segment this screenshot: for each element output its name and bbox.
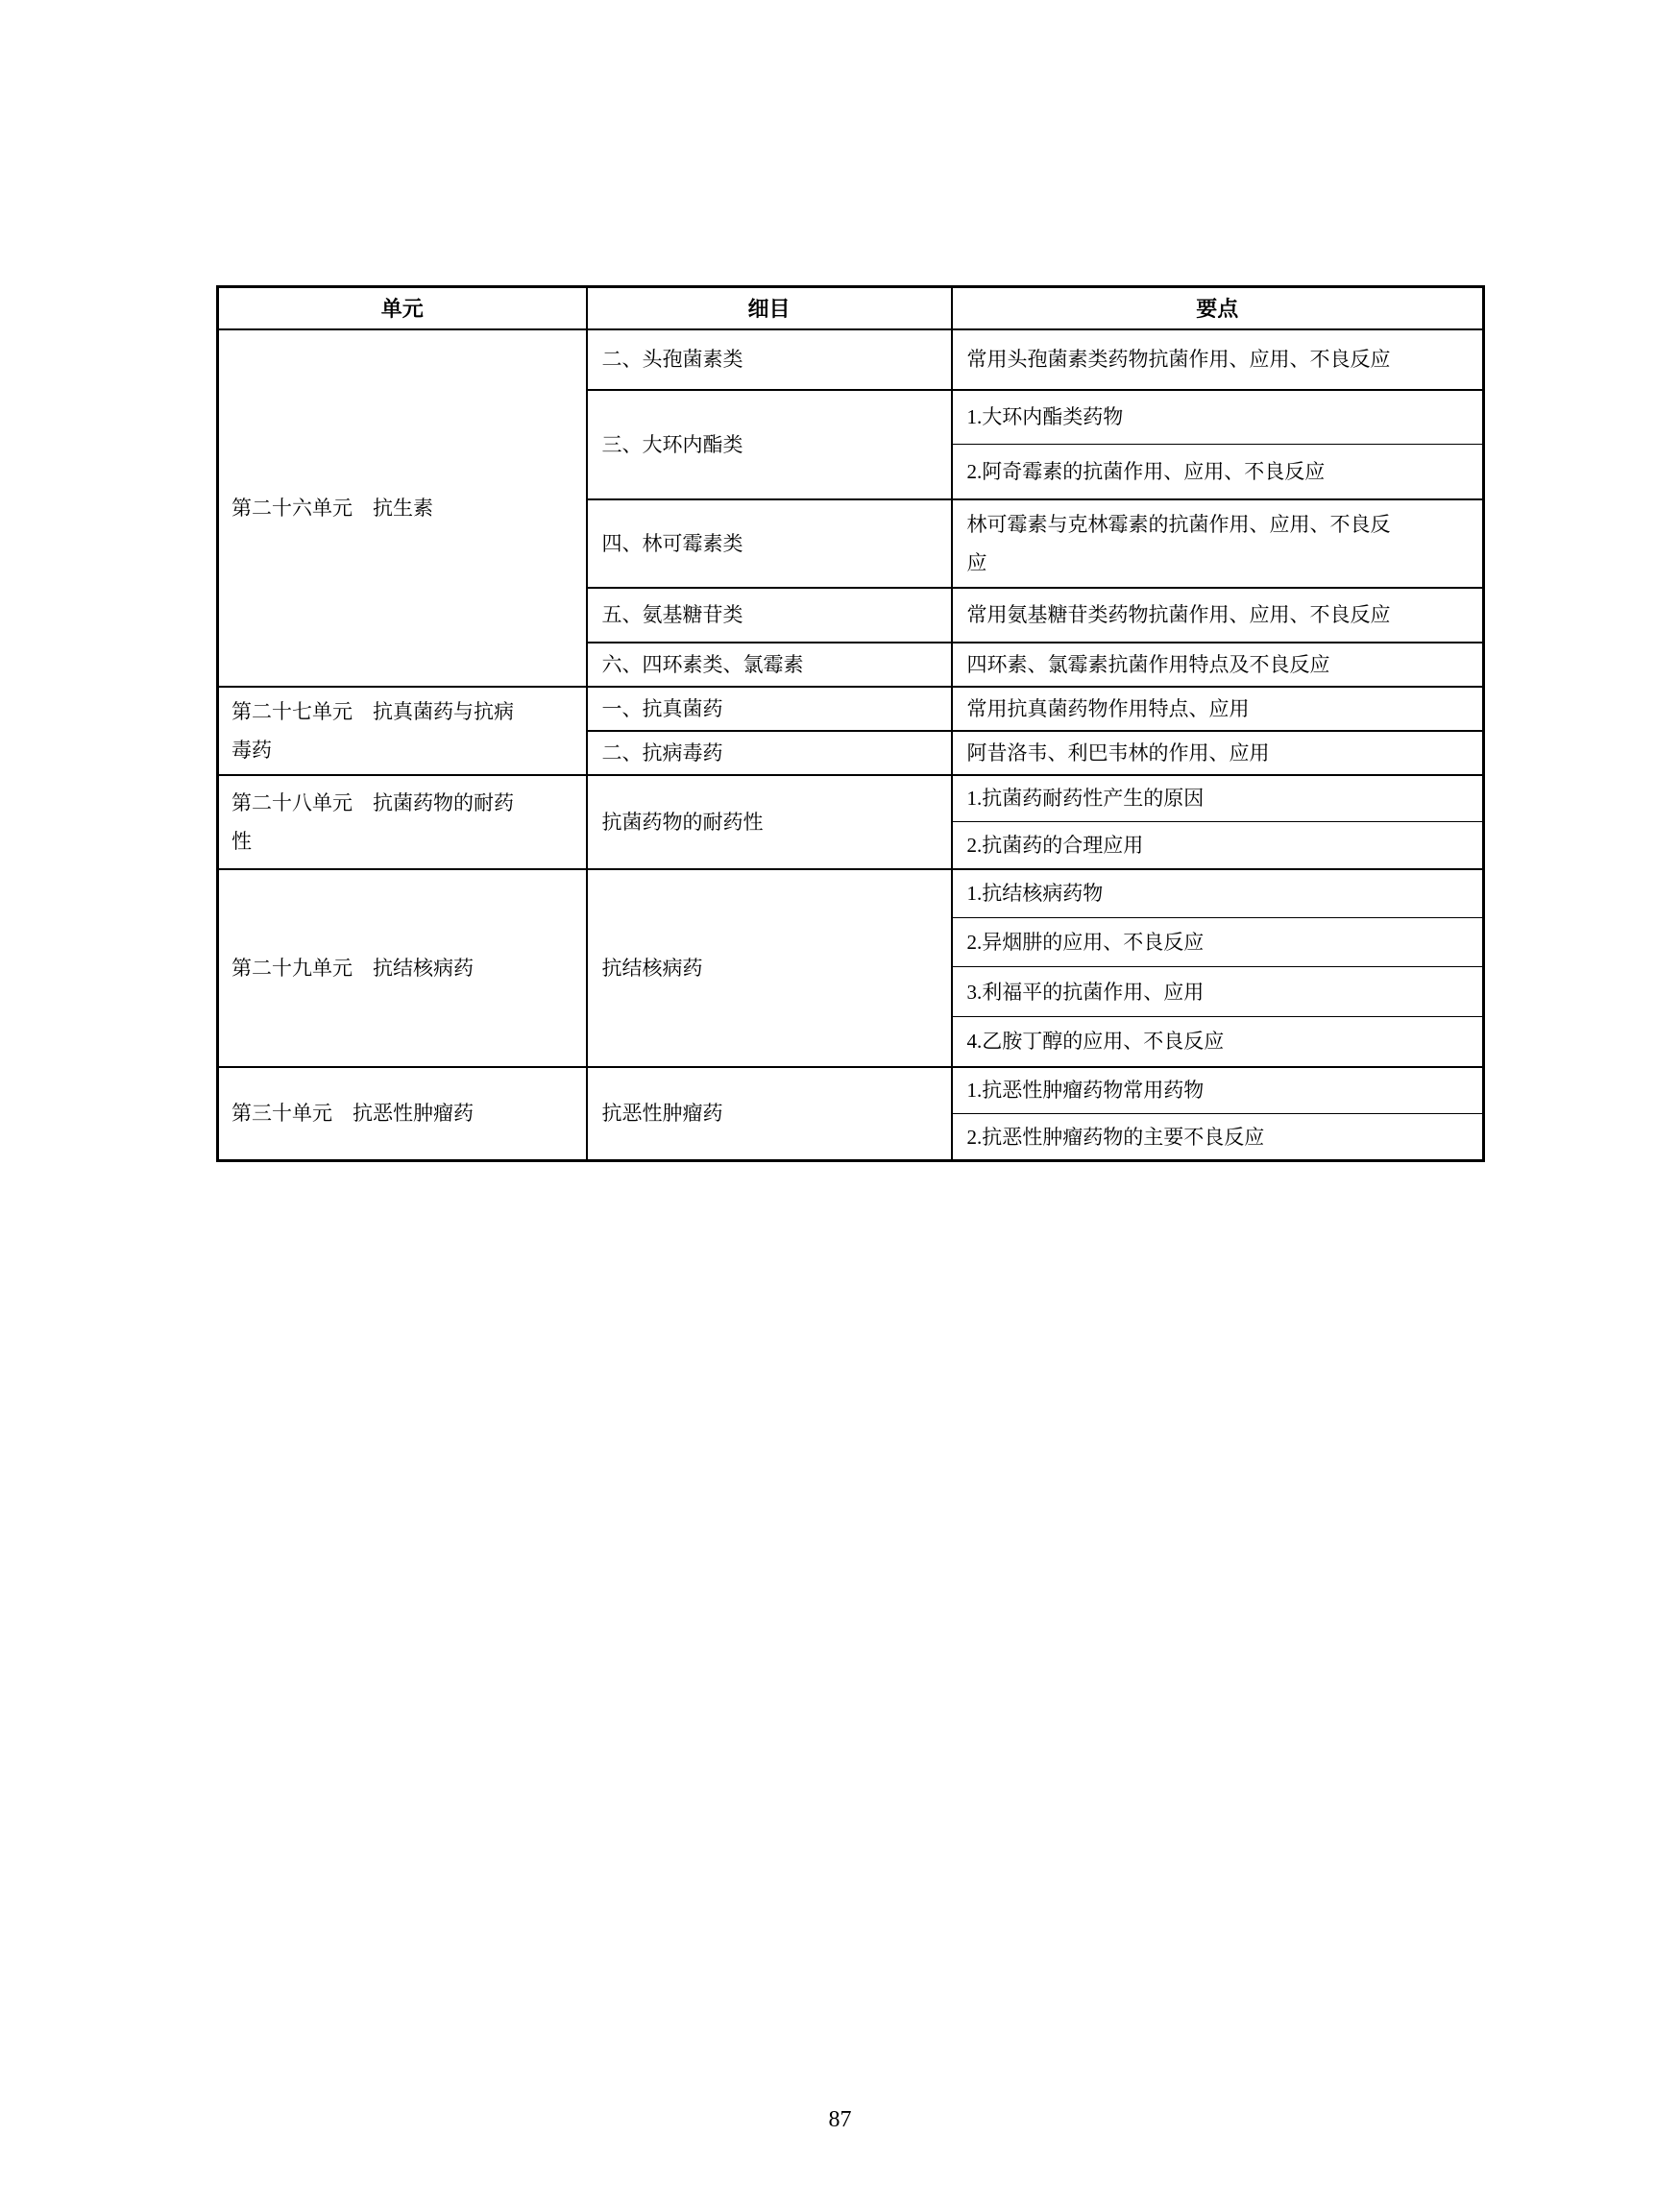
header-row	[218, 287, 1484, 329]
point-cell: 阿昔洛韦、利巴韦林的作用、应用	[952, 731, 1484, 775]
point-cell: 林可霉素与克林霉素的抗菌作用、应用、不良反应	[952, 499, 1484, 588]
page-number: 87	[828, 2107, 852, 2132]
unit-cell: 第二十九单元 抗结核病药	[218, 869, 587, 1067]
table-row	[218, 869, 1484, 918]
point-cell: 2.阿奇霉素的抗菌作用、应用、不良反应	[952, 445, 1484, 499]
point-cell: 1.大环内酯类药物	[952, 390, 1484, 445]
point-cell: 常用抗真菌药物作用特点、应用	[952, 687, 1484, 731]
point-cell: 常用头孢菌素类药物抗菌作用、应用、不良反应	[952, 329, 1484, 390]
table-row	[218, 687, 1484, 731]
point-cell: 2.异烟肼的应用、不良反应	[952, 918, 1484, 967]
unit-cell: 第二十八单元 抗菌药物的耐药性	[218, 775, 587, 869]
column-header-unit: 单元	[218, 287, 587, 329]
subitem-cell: 二、抗病毒药	[587, 731, 952, 775]
subitem-cell: 二、头孢菌素类	[587, 329, 952, 390]
subitem-cell: 六、四环素类、氯霉素	[587, 643, 952, 687]
point-cell: 2.抗恶性肿瘤药物的主要不良反应	[952, 1114, 1484, 1161]
subitem-cell: 四、林可霉素类	[587, 499, 952, 588]
subitem-cell: 五、氨基糖苷类	[587, 588, 952, 643]
unit-cell: 第二十六单元 抗生素	[218, 329, 587, 687]
unit-cell: 第三十单元 抗恶性肿瘤药	[218, 1067, 587, 1161]
point-cell: 4.乙胺丁醇的应用、不良反应	[952, 1017, 1484, 1067]
point-cell: 3.利福平的抗菌作用、应用	[952, 967, 1484, 1017]
table-row	[218, 775, 1484, 822]
table-row	[218, 1067, 1484, 1114]
syllabus-table	[216, 285, 1485, 1162]
point-cell: 1.抗结核病药物	[952, 869, 1484, 918]
point-cell: 1.抗菌药耐药性产生的原因	[952, 775, 1484, 822]
point-cell: 四环素、氯霉素抗菌作用特点及不良反应	[952, 643, 1484, 687]
table-row	[218, 329, 1484, 390]
point-cell: 1.抗恶性肿瘤药物常用药物	[952, 1067, 1484, 1114]
point-cell: 常用氨基糖苷类药物抗菌作用、应用、不良反应	[952, 588, 1484, 643]
unit-cell: 第二十七单元 抗真菌药与抗病毒药	[218, 687, 587, 775]
subitem-cell: 抗结核病药	[587, 869, 952, 1067]
point-cell: 2.抗菌药的合理应用	[952, 822, 1484, 869]
column-header-points: 要点	[952, 287, 1484, 329]
subitem-cell: 抗恶性肿瘤药	[587, 1067, 952, 1161]
subitem-cell: 抗菌药物的耐药性	[587, 775, 952, 869]
subitem-cell: 一、抗真菌药	[587, 687, 952, 731]
subitem-cell: 三、大环内酯类	[587, 390, 952, 499]
column-header-subitem: 细目	[587, 287, 952, 329]
